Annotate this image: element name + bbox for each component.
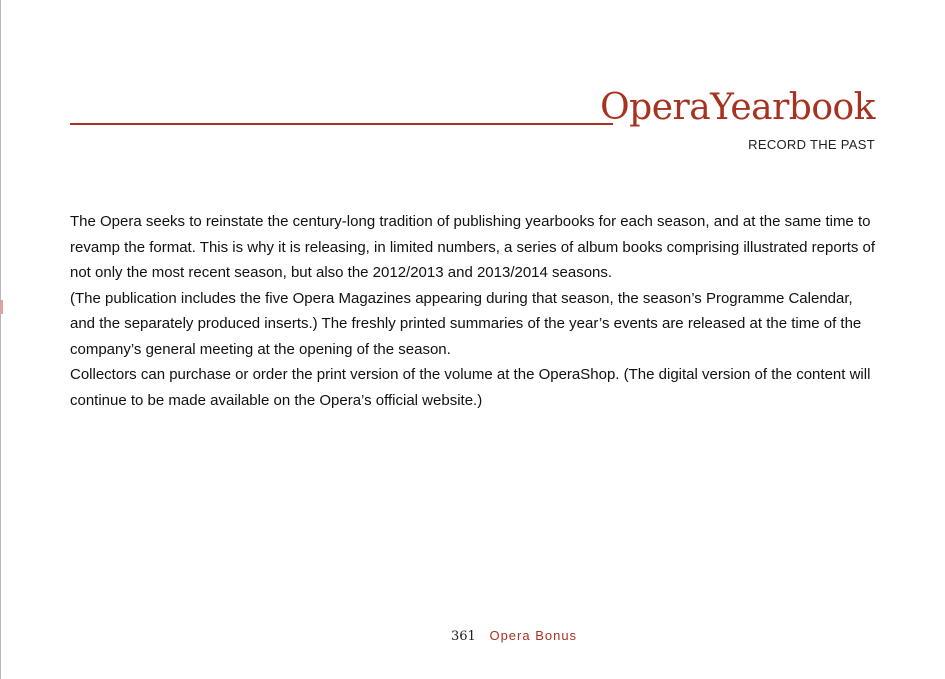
page-edge bbox=[0, 0, 1, 679]
page-edge-marker bbox=[0, 300, 3, 314]
body-text bbox=[70, 209, 880, 413]
section-name: Opera Bonus bbox=[489, 628, 578, 643]
page-footer bbox=[451, 628, 577, 644]
page-title: OperaYearbook bbox=[600, 87, 875, 128]
page-number: 361 bbox=[451, 629, 476, 644]
paragraph-contents: (The publication includes the five Opera Magazines appearing during that season, the season’s Programme Calendar, and the separately produced inserts.) The freshly printed summaries of the year’s events are released at the time of the company’s general meeting at the opening of the season. bbox=[70, 289, 862, 358]
header-rule bbox=[70, 123, 613, 125]
paragraph-intro: The Opera seeks to reinstate the century-long tradition of publishing yearbooks for each season, and at the same time to revamp the format. This is why it is releasing, in limited numbers, a series of album books comprising illustrated reports of not only the most recent season, but also the 2012/2013 and 2013/2014 seasons. bbox=[70, 213, 876, 281]
page-subtitle: RECORD THE PAST bbox=[748, 137, 875, 152]
paragraph-purchase: Collectors can purchase or order the print version of the volume at the OperaShop. (The digital version of the content will continue to be made available on the Opera’s official website.) bbox=[70, 366, 871, 409]
